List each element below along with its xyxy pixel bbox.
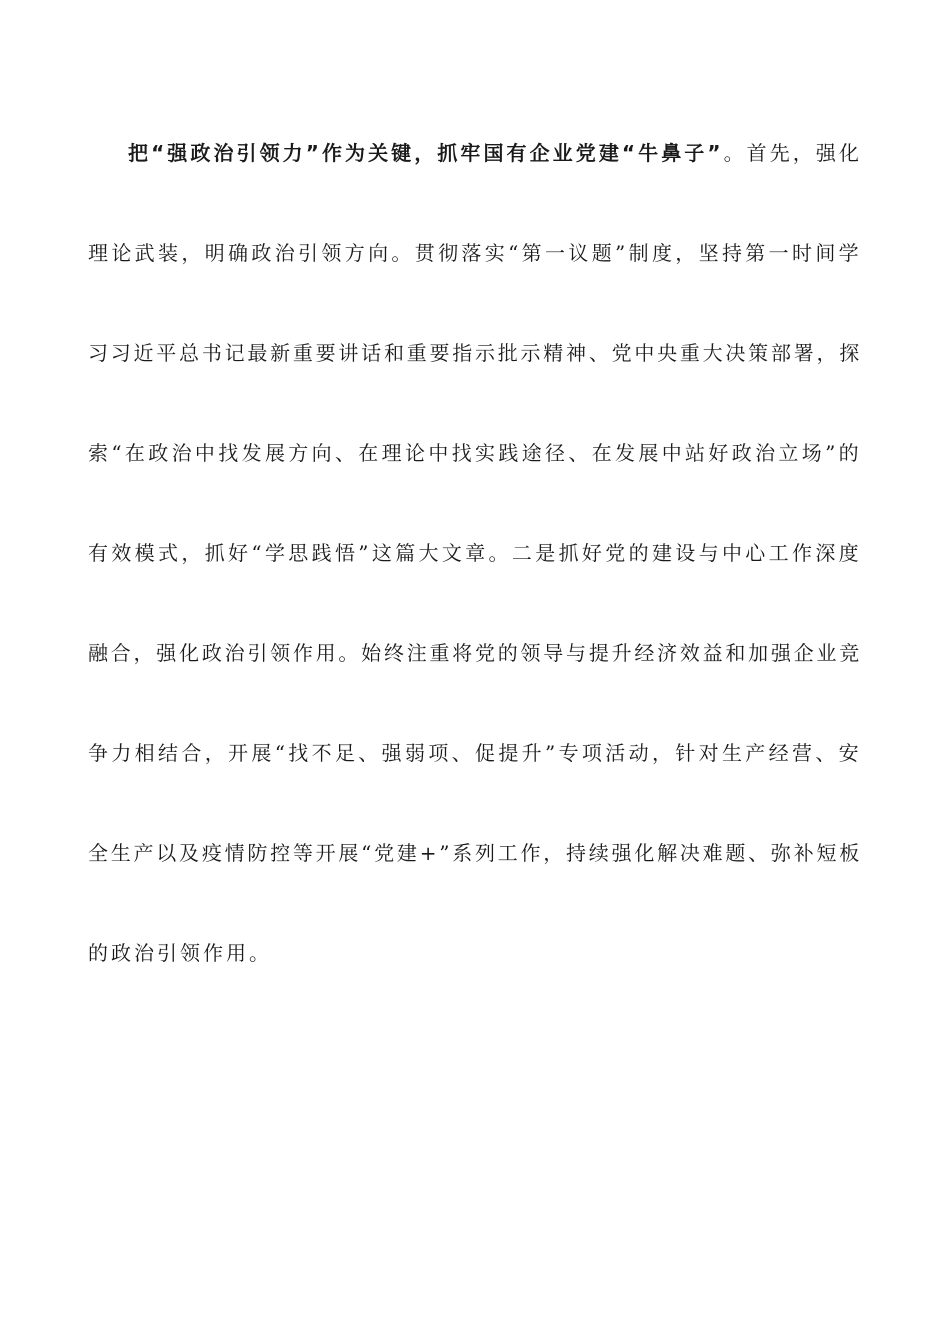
line-text: 有效模式，抓好“学思践悟”这篇大文章。二是抓好党的建设与中心工作深度 [88, 541, 862, 565]
line-text: 的政治引领作用。 [88, 941, 272, 965]
paragraph-line-5 [88, 530, 862, 630]
line-text: 理论武装，明确政治引领方向。贯彻落实“第一议题”制度，坚持第一时间学 [88, 241, 862, 265]
paragraph-line-1 [88, 130, 862, 230]
paragraph-line-8 [88, 830, 862, 930]
paragraph-line-9 [88, 930, 862, 1030]
line-text: 索“在政治中找发展方向、在理论中找实践途径、在发展中站好政治立场”的 [88, 441, 862, 465]
paragraph-line-7 [88, 730, 862, 830]
line-text: 全生产以及疫情防控等开展“党建+”系列工作，持续强化解决难题、弥补短板 [88, 841, 862, 865]
paragraph [88, 130, 862, 1030]
line-text: 习习近平总书记最新重要讲话和重要指示批示精神、党中央重大决策部署，探 [88, 341, 862, 365]
paragraph-line-6 [88, 630, 862, 730]
paragraph-line-2 [88, 230, 862, 330]
paragraph-line-4 [88, 430, 862, 530]
line-text: 融合，强化政治引领作用。始终注重将党的领导与提升经济效益和加强企业竞 [88, 641, 862, 665]
line-text: 。首先，强化 [723, 141, 863, 165]
paragraph-line-3 [88, 330, 862, 430]
lead-bold-text: 把“强政治引领力”作为关键，抓牢国有企业党建“牛鼻子” [128, 141, 724, 165]
line-text: 争力相结合，开展“找不足、强弱项、促提升”专项活动，针对生产经营、安 [88, 741, 862, 765]
